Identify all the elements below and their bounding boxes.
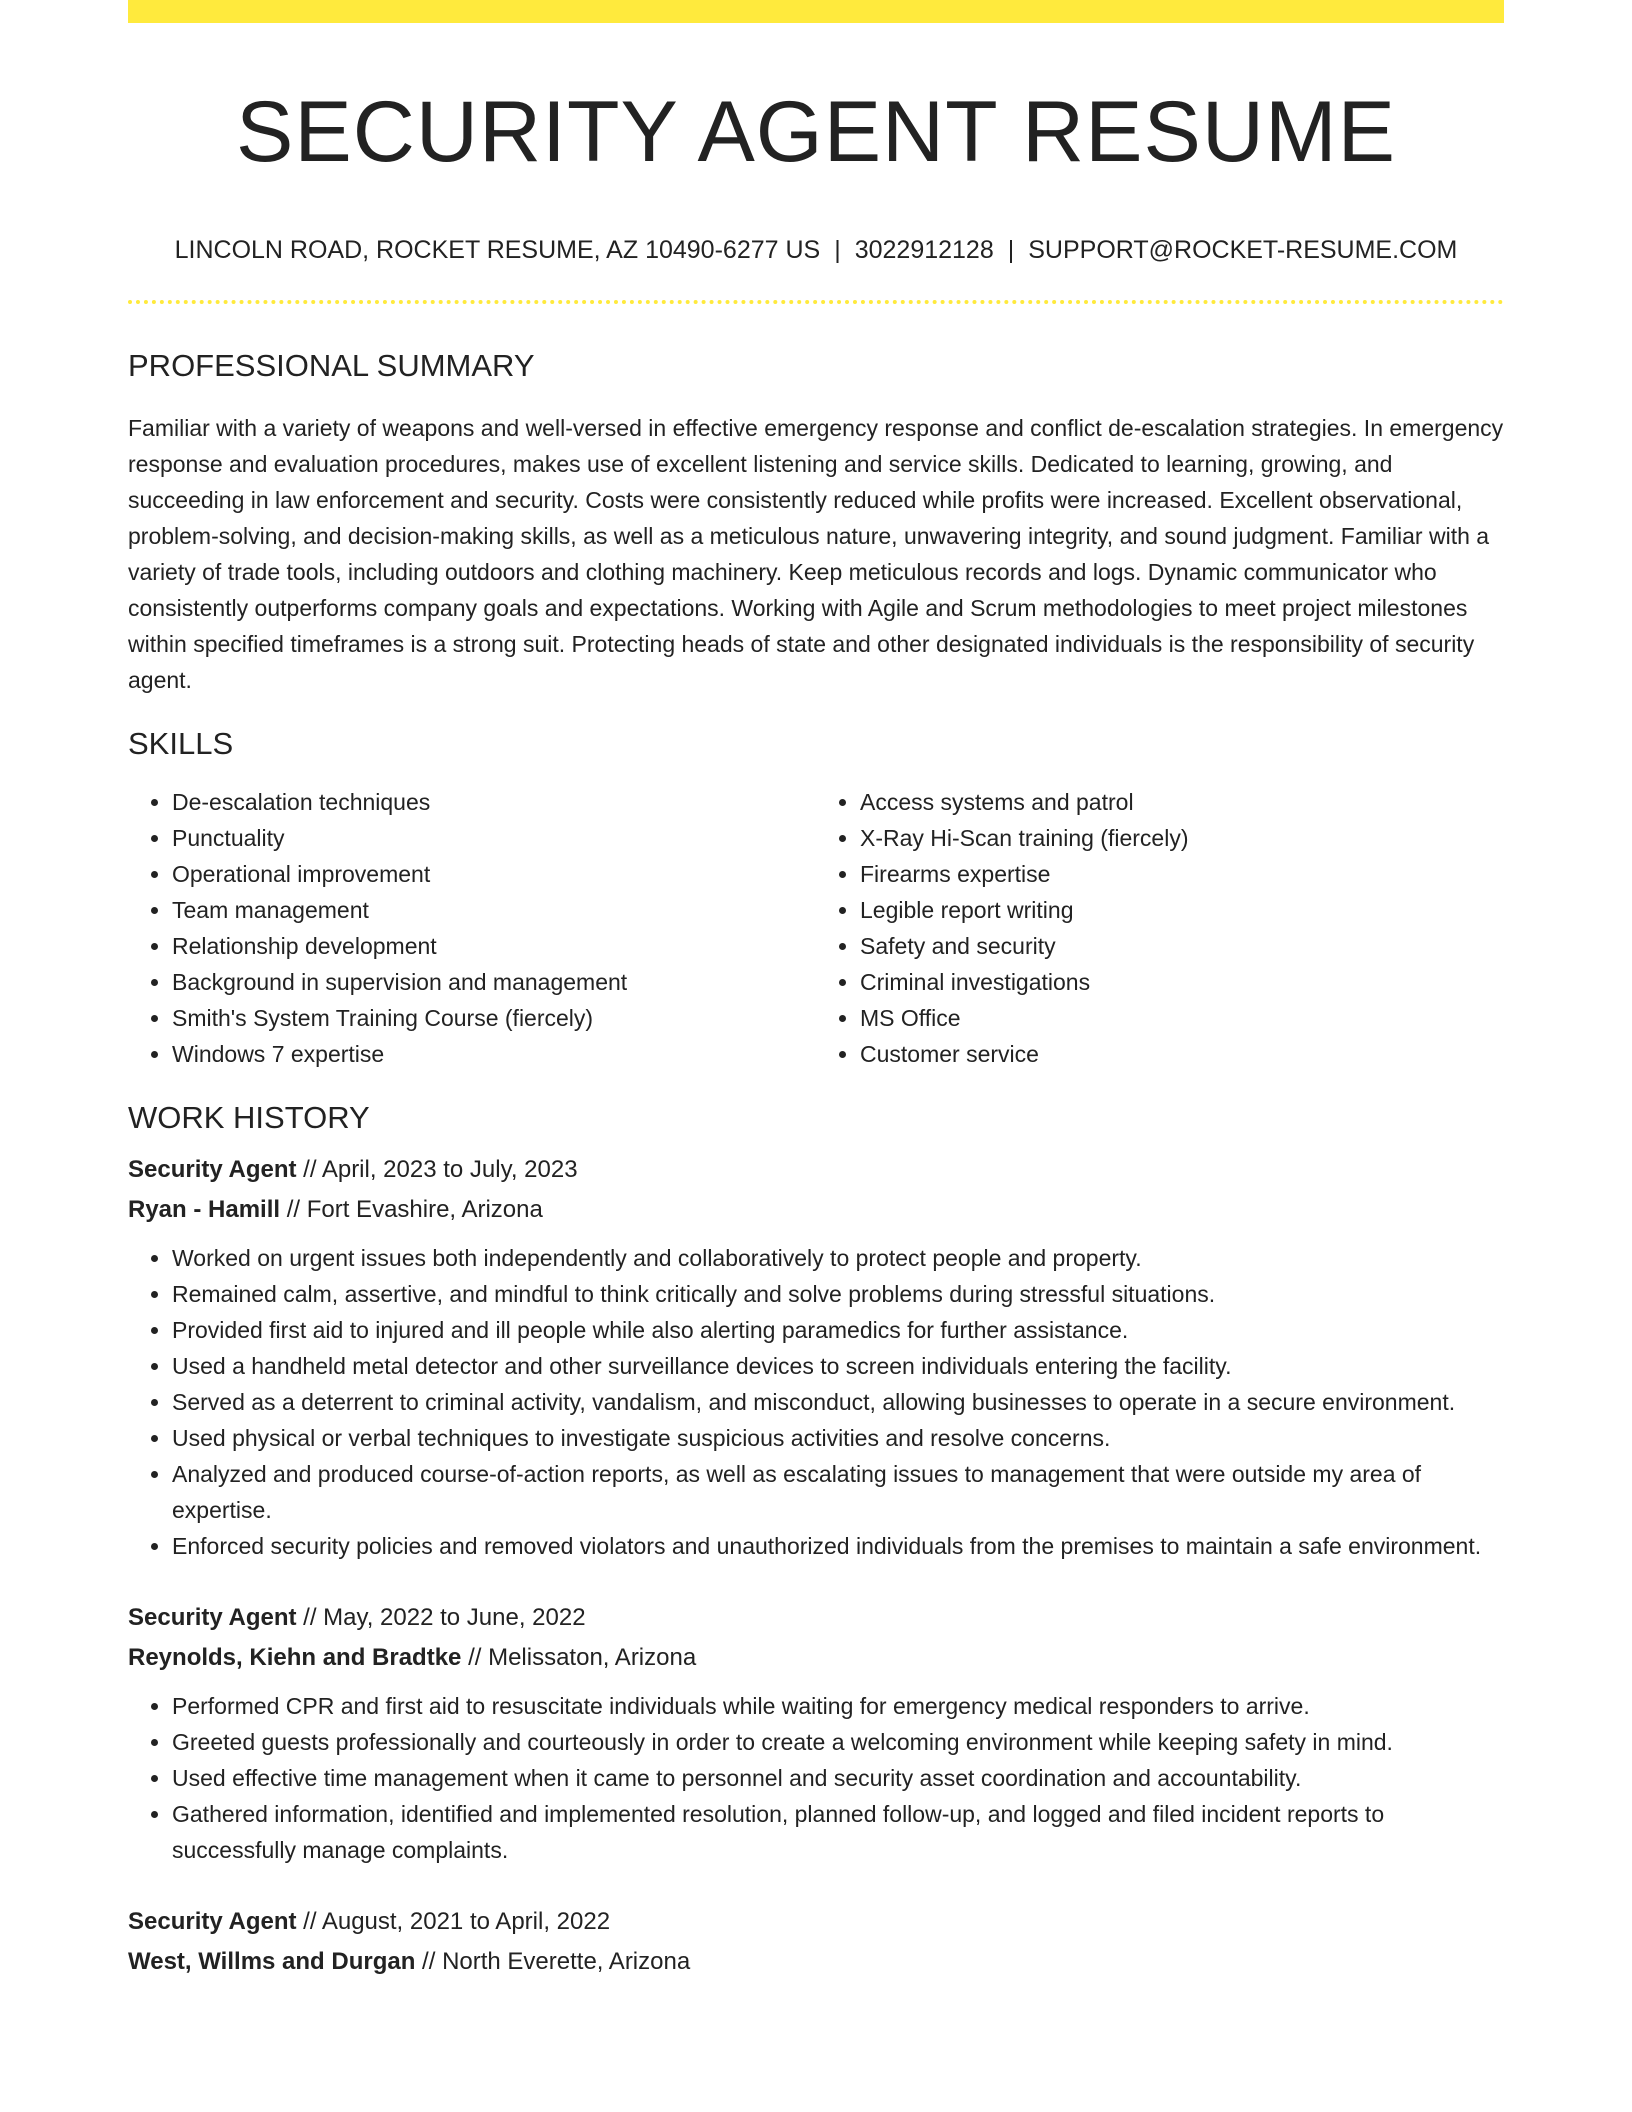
- job-dates: // April, 2023 to July, 2023: [296, 1156, 578, 1183]
- job-title: Security Agent: [128, 1156, 297, 1183]
- dotted-divider: [128, 300, 1504, 304]
- job-bullet-list: [128, 1688, 1504, 1868]
- skill-item: • Legible report writing: [860, 892, 1504, 928]
- job-bullet: • Analyzed and produced course-of-action reports, as well as escalating issues to management that were outside my area of expertise.: [172, 1456, 1504, 1528]
- job-bullet: • Remained calm, assertive, and mindful to think critically and solve problems during stressful situations.: [172, 1276, 1504, 1312]
- skill-item: • MS Office: [860, 1000, 1504, 1036]
- work-history-list: [128, 1150, 1504, 1982]
- job-company: Ryan - Hamill: [128, 1196, 281, 1223]
- skill-item: • Criminal investigations: [860, 964, 1504, 1000]
- summary-heading: PROFESSIONAL SUMMARY: [128, 348, 535, 383]
- skills-left-list: [128, 784, 816, 1072]
- job-bullet: • Provided first aid to injured and ill people while also alerting paramedics for further assistance.: [172, 1312, 1504, 1348]
- job-bullet: • Used physical or verbal techniques to investigate suspicious activities and resolve concerns.: [172, 1420, 1504, 1456]
- resume-title: SECURITY AGENT RESUME: [236, 84, 1396, 180]
- skill-item: • De-escalation techniques: [172, 784, 816, 820]
- contact-email[interactable]: SUPPORT@ROCKET-RESUME.COM: [1028, 236, 1458, 264]
- job-bullet: • Enforced security policies and removed violators and unauthorized individuals from the premises to maintain a safe environment.: [172, 1528, 1504, 1564]
- skill-item: • Customer service: [860, 1036, 1504, 1072]
- job-location: // Melissaton, Arizona: [461, 1644, 697, 1671]
- job-location: // North Everette, Arizona: [415, 1948, 691, 1975]
- job-bullet: • Used a handheld metal detector and other surveillance devices to screen individuals entering the facility.: [172, 1348, 1504, 1384]
- job-company-line: [128, 1942, 1504, 1982]
- skill-item: • Access systems and patrol: [860, 784, 1504, 820]
- job-title-line: [128, 1902, 1504, 1942]
- job-company: Reynolds, Kiehn and Bradtke: [128, 1644, 462, 1671]
- job-dates: // May, 2022 to June, 2022: [296, 1604, 586, 1631]
- job-bullet: • Used effective time management when it came to personnel and security asset coordination and accountability.: [172, 1760, 1504, 1796]
- job-bullet-list: [128, 1240, 1504, 1564]
- skill-item: • Firearms expertise: [860, 856, 1504, 892]
- skill-item: • Punctuality: [172, 820, 816, 856]
- skill-item: • Operational improvement: [172, 856, 816, 892]
- job-company-line: [128, 1190, 1504, 1230]
- skill-item: • Smith's System Training Course (fiercely): [172, 1000, 816, 1036]
- job-entry: [128, 1598, 1504, 1868]
- work-history-heading: WORK HISTORY: [128, 1100, 370, 1135]
- job-title-line: [128, 1150, 1504, 1190]
- job-title: Security Agent: [128, 1908, 297, 1935]
- skill-item: • Safety and security: [860, 928, 1504, 964]
- contact-phone[interactable]: 3022912128: [854, 236, 994, 264]
- skills-heading: SKILLS: [128, 726, 234, 761]
- job-title-line: [128, 1598, 1504, 1638]
- skills-right-list: [816, 784, 1504, 1072]
- job-bullet: • Gathered information, identified and implemented resolution, planned follow-up, and logged and filed incident reports to successfully manage complaints.: [172, 1796, 1504, 1868]
- job-company-line: [128, 1638, 1504, 1678]
- skills-columns: [128, 784, 1504, 1072]
- contact-separator: |: [1007, 236, 1015, 264]
- job-dates: // August, 2021 to April, 2022: [296, 1908, 611, 1935]
- contact-separator: |: [834, 236, 841, 264]
- job-bullet: • Greeted guests professionally and courteously in order to create a welcoming environment while keeping safety in mind.: [172, 1724, 1504, 1760]
- job-location: // Fort Evashire, Arizona: [280, 1196, 543, 1223]
- job-entry: [128, 1902, 1504, 1982]
- skill-item: • Team management: [172, 892, 816, 928]
- job-entry: [128, 1150, 1504, 1564]
- job-bullet: • Served as a deterrent to criminal activity, vandalism, and misconduct, allowing businesses to operate in a secure environment.: [172, 1384, 1504, 1420]
- skill-item: • Background in supervision and management: [172, 964, 816, 1000]
- skill-item: • Windows 7 expertise: [172, 1036, 816, 1072]
- job-bullet: • Performed CPR and first aid to resuscitate individuals while waiting for emergency medical responders to arrive.: [172, 1688, 1504, 1724]
- skill-item: • Relationship development: [172, 928, 816, 964]
- skill-item: • X-Ray Hi-Scan training (fiercely): [860, 820, 1504, 856]
- contact-address: LINCOLN ROAD, ROCKET RESUME, AZ 10490-6277 US: [174, 236, 821, 264]
- job-bullet: • Worked on urgent issues both independently and collaboratively to protect people and property.: [172, 1240, 1504, 1276]
- job-company: West, Willms and Durgan: [128, 1948, 416, 1975]
- job-title: Security Agent: [128, 1604, 297, 1631]
- contact-line: [128, 234, 1504, 266]
- resume-content: [128, 0, 1504, 1982]
- summary-text: Familiar with a variety of weapons and well-versed in effective emergency response and conflict de-escalation strategies. In emergency response and evaluation procedures, makes use of excellent listening and service skills. Dedicated to learning, growing, and succeeding in law enforcement and security. Costs were consistently reduced while profits were increased. Excellent observational, problem-solving, and decision-making skills, as well as a meticulous nature, unwavering integrity, and sound judgment. Familiar with a variety of trade tools, including outdoors and clothing machinery. Keep meticulous records and logs. Dynamic communicator who consistently outperforms company goals and expectations. Working with Agile and Scrum methodologies to meet project milestones within specified timeframes is a strong suit. Protecting heads of state and other designated individuals is the responsibility of security agent.: [128, 415, 1504, 693]
